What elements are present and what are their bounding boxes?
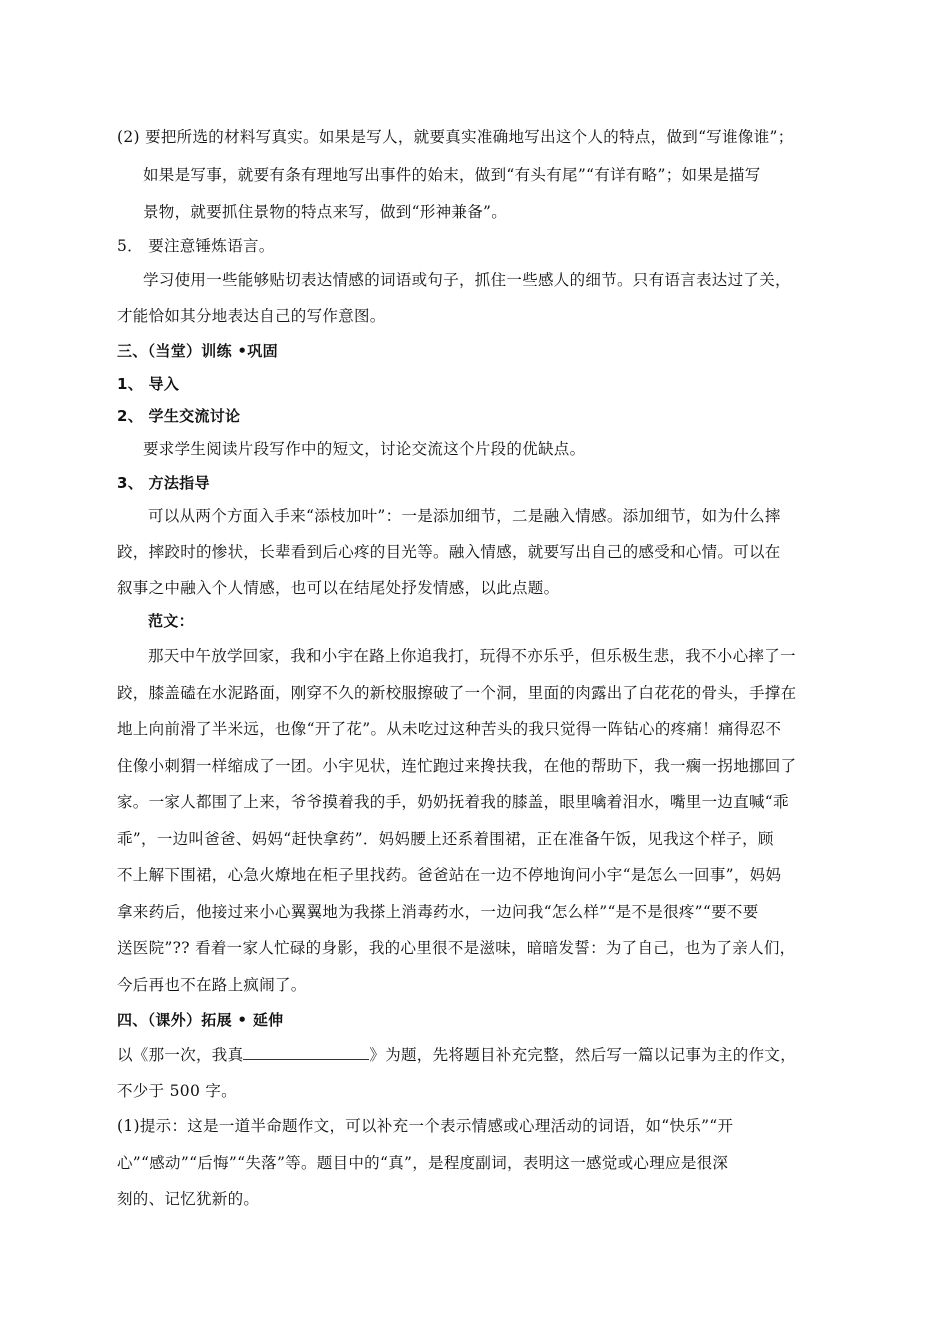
text-line: 景物，就要抓住景物的特点来写，做到“形神兼备”。 [143, 203, 508, 221]
text-line: 跤，摔跤时的惨状，长辈看到后心疼的目光等。融入情感，就要写出自己的感受和心情。可以在 [117, 543, 781, 561]
text-line: 叙事之中融入个人情感，也可以在结尾处抒发情感，以此点题。 [117, 579, 560, 597]
text-line: 可以从两个方面入手来“添枝加叶”：一是添加细节，二是融入情感。添加细节，如为什么摔 [148, 507, 781, 525]
essay-line: 那天中午放学回家，我和小宇在路上你追我打，玩得不亦乐乎，但乐极生悲，我不小心摔了一 [148, 647, 796, 665]
subsection-heading: 1、 导入 [117, 375, 180, 393]
section-heading: 三、（当堂）训练 •巩固 [117, 342, 278, 360]
text-line: 学习使用一些能够贴切表达情感的词语或句子，抓住一些感人的细节。只有语言表达过了关， [143, 271, 791, 289]
text-line: (2) 要把所选的材料写真实。如果是写人，就要真实准确地写出这个人的特点，做到“写谁像谁”； [117, 128, 794, 146]
question-prefix: 以《那一次，我真 [117, 1046, 244, 1064]
essay-line: 送医院”?? 看着一家人忙碌的身影，我的心里很不是滋味，暗暗发誓：为了自己，也为了亲人们， [117, 939, 796, 957]
hint-line: (1)提示：这是一道半命题作文，可以补充一个表示情感或心理活动的词语，如“快乐”“开 [117, 1117, 734, 1135]
essay-line: 不上解下围裙，心急火燎地在柜子里找药。爸爸站在一边不停地询问小宇“是怎么一回事”，妈妈 [117, 866, 782, 884]
subsection-heading: 2、 学生交流讨论 [117, 407, 241, 425]
fill-blank [243, 1045, 369, 1060]
essay-line: 地上向前滑了半米远，也像“开了花”。从未吃过这种苦头的我只觉得一阵钻心的疼痛！痛得忍不 [117, 720, 782, 738]
text-line: 不少于 500 字。 [117, 1082, 237, 1100]
sample-essay-label: 范文： [148, 612, 194, 630]
hint-line: 刻的、记忆犹新的。 [117, 1190, 260, 1208]
question-suffix: 》为题，先将题目补充完整，然后写一篇以记事为主的作文， [369, 1046, 797, 1064]
text-line: 5． 要注意锤炼语言。 [117, 237, 275, 255]
essay-line: 乖”，一边叫爸爸、妈妈“赶快拿药”．妈妈腰上还系着围裙，正在准备午饭，见我这个样子，顾 [117, 830, 774, 848]
essay-line: 跤，膝盖磕在水泥路面，刚穿不久的新校服擦破了一个洞，里面的肉露出了白花花的骨头，手撑在 [117, 684, 797, 702]
text-line: 如果是写事，就要有条有理地写出事件的始末，做到“有头有尾”“有详有略”；如果是描写 [143, 166, 761, 184]
essay-line: 家。一家人都围了上来，爷爷摸着我的手，奶奶抚着我的膝盖，眼里噙着泪水，嘴里一边直喊“乖 [117, 793, 789, 811]
essay-line: 住像小刺猬一样缩成了一团。小宇见状，连忙跑过来搀扶我，在他的帮助下，我一瘸一拐地挪回了 [117, 757, 797, 775]
subsection-heading: 3、 方法指导 [117, 474, 210, 492]
essay-line: 拿来药后，他接过来小心翼翼地为我搽上消毒药水，一边问我“怎么样”“是不是很疼”“要不要 [117, 903, 759, 921]
section-heading: 四、（课外）拓展 • 延伸 [117, 1011, 284, 1029]
question-line [117, 1045, 796, 1065]
text-line: 要求学生阅读片段写作中的短文，讨论交流这个片段的优缺点。 [143, 440, 586, 458]
hint-line: 心”“感动”“后悔”“失落”等。题目中的“真”，是程度副词，表明这一感觉或心理应是很深 [117, 1154, 729, 1172]
essay-line: 今后再也不在路上疯闹了。 [117, 976, 307, 994]
text-line: 才能恰如其分地表达自己的写作意图。 [117, 307, 386, 325]
